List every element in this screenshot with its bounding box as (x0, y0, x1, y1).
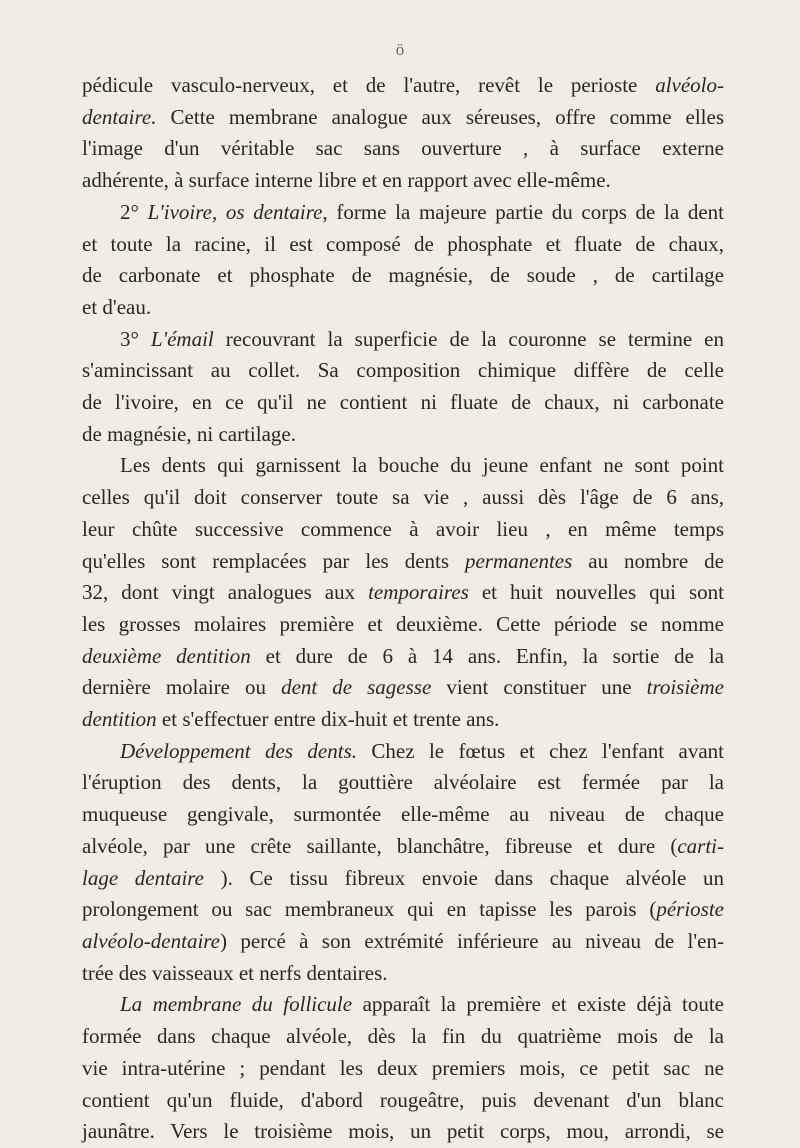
italic-term: alvéolo-dentaire (82, 928, 221, 953)
text-line (82, 324, 724, 356)
text-segment: ) percé à son extrémité inférieure au niveau de l'en- (220, 928, 724, 953)
text-segment: Chez le fœtus et chez l'enfant avant (357, 738, 724, 763)
text-segment: au nombre de (572, 548, 724, 573)
text-segment: pédicule vasculo-nerveux, et de l'autre, revêt le perioste (82, 73, 656, 97)
text-segment: vient constituer une (431, 675, 647, 700)
italic-term: os dentaire (225, 199, 323, 224)
text-segment: prolongement ou sac membraneux qui en tapisse les parois ( (82, 897, 657, 922)
text-line (82, 102, 724, 134)
text-segment: et toute la racine, il est composé de phosphate et fluate de chaux, (82, 231, 724, 256)
italic-term: L'émail (150, 326, 214, 351)
text-segment: alvéole, par une crête saillante, blanchâtre, fibreuse et dure ( (82, 833, 678, 858)
text-line (82, 70, 724, 102)
text-line (82, 387, 724, 419)
text-line (82, 450, 724, 482)
text-segment: contient qu'un fluide, d'abord rougeâtre, puis devenant d'un blanc (82, 1087, 724, 1112)
text-segment: et s'effectuer entre dix-huit et trente ans. (156, 707, 500, 732)
text-line (82, 482, 724, 514)
italic-term: dent de sagesse (281, 675, 432, 700)
text-line (82, 514, 724, 546)
text-line (82, 926, 724, 958)
text-line (82, 260, 724, 292)
text-line (82, 292, 724, 324)
text-segment: de magnésie, ni cartilage. (82, 421, 296, 446)
italic-term: Développement des dents. (120, 738, 357, 763)
text-line (82, 989, 724, 1021)
italic-term: La membrane du follicule (120, 992, 353, 1017)
text-line (82, 958, 724, 990)
text-line (82, 609, 724, 641)
text-line (82, 799, 724, 831)
italic-term: périoste (656, 897, 724, 922)
text-line (82, 767, 724, 799)
italic-term: carti- (677, 833, 724, 858)
text-line (82, 863, 724, 895)
italic-term: dentition (82, 707, 157, 732)
text-line (82, 672, 724, 704)
text-line (82, 133, 724, 165)
text-segment: 32, dont vingt analogues aux (82, 580, 369, 605)
text-segment: formée dans chaque alvéole, dès la fin du quatrième mois de la (82, 1024, 724, 1049)
text-segment: jaunâtre. Vers le troisième mois, un petit corps, mou, arrondi, se (82, 1119, 724, 1144)
text-segment: 3° (120, 326, 151, 351)
text-line (82, 1021, 724, 1053)
text-segment: apparaît la première et existe déjà toute (352, 992, 724, 1017)
italic-term: L'ivoire (147, 199, 212, 224)
text-segment: les grosses molaires première et deuxième. Cette période se nomme (82, 611, 724, 636)
text-segment: , forme la majeure partie du corps de la dent (322, 199, 725, 224)
italic-term: troisième (646, 675, 724, 700)
text-line (82, 736, 724, 768)
italic-term: dentaire. (82, 104, 157, 129)
italic-term: alvéolo- (655, 73, 724, 97)
text-line (82, 197, 724, 229)
text-line (82, 355, 724, 387)
text-line (82, 1053, 724, 1085)
text-segment: l'image d'un véritable sac sans ouverture , à surface externe (82, 136, 724, 161)
text-line (82, 419, 724, 451)
text-line (82, 1116, 724, 1148)
text-segment: s'amincissant au collet. Sa composition chimique diffère de celle (82, 358, 724, 383)
text-segment: et huit nouvelles qui sont (468, 580, 724, 605)
text-segment: leur chûte successive commence à avoir lieu , en même temps (82, 516, 724, 541)
text-segment: 2° (120, 199, 148, 224)
text-segment: ). Ce tissu fibreux envoie dans chaque alvéole un (204, 865, 724, 890)
text-segment: adhérente, à surface interne libre et en rapport avec elle-même. (82, 168, 611, 193)
text-segment: trée des vaisseaux et nerfs dentaires. (82, 960, 388, 985)
italic-term: lage dentaire (82, 865, 204, 890)
italic-term: temporaires (368, 580, 469, 605)
text-segment: et dure de 6 à 14 ans. Enfin, la sortie de la (250, 643, 724, 668)
body-text (82, 70, 724, 1148)
text-segment: celles qu'il doit conserver toute sa vie , aussi dès l'âge de 6 ans, (82, 485, 724, 510)
text-line (82, 546, 724, 578)
text-line (82, 229, 724, 261)
text-line (82, 641, 724, 673)
text-segment: de carbonate et phosphate de magnésie, de soude , de cartilage (82, 263, 724, 288)
italic-term: permanentes (464, 548, 573, 573)
text-segment: de l'ivoire, en ce qu'il ne contient ni fluate de chaux, ni carbonate (82, 390, 724, 415)
text-segment: dernière molaire ou (82, 675, 282, 700)
text-segment: et d'eau. (82, 294, 152, 319)
text-line (82, 704, 724, 736)
text-line (82, 1085, 724, 1117)
text-segment: vie intra-utérine ; pendant les deux premiers mois, ce petit sac ne (82, 1055, 724, 1080)
text-segment: Cette membrane analogue aux séreuses, offre comme elles (156, 104, 724, 129)
page-number: ö (395, 40, 405, 59)
text-line (82, 894, 724, 926)
text-line (82, 831, 724, 863)
italic-term: deuxième dentition (82, 643, 251, 668)
text-segment: recouvrant la superficie de la couronne se termine en (213, 326, 724, 351)
text-segment: Les dents qui garnissent la bouche du jeune enfant ne sont point (120, 453, 724, 478)
text-segment: l'éruption des dents, la gouttière alvéolaire est fermée par la (82, 770, 724, 795)
text-line (82, 165, 724, 197)
text-line (82, 577, 724, 609)
text-segment: qu'elles sont remplacées par les dents (82, 548, 465, 573)
text-segment: muqueuse gengivale, surmontée elle-même au niveau de chaque (82, 802, 724, 827)
text-segment: , (211, 199, 226, 224)
